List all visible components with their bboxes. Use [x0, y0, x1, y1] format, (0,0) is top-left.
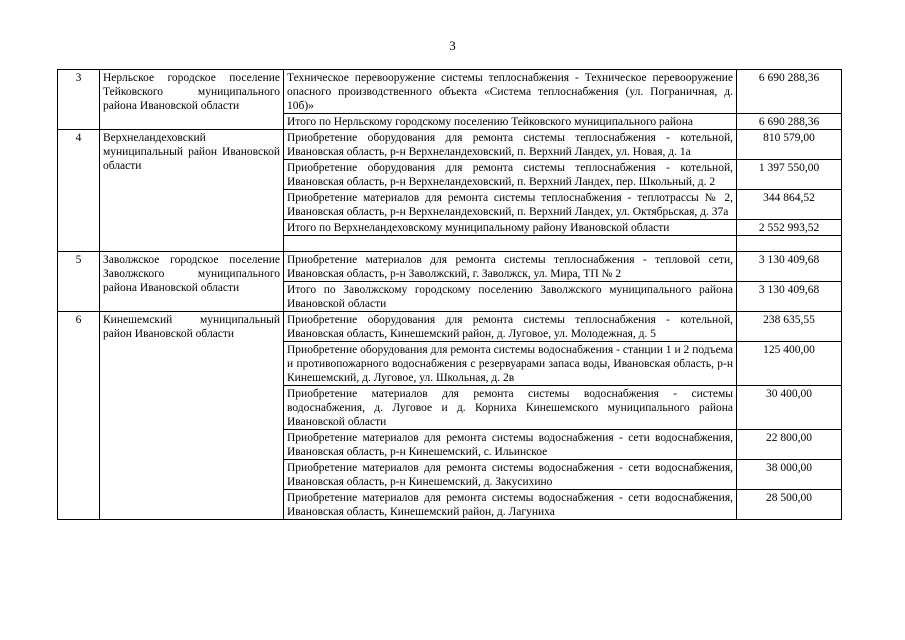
item-amount: 238 635,55 [737, 312, 842, 342]
municipality-name: Заволжское городское поселение Заволжского муниципального района Ивановской области [100, 252, 284, 312]
item-description: Приобретение материалов для ремонта системы водоснабжения - сети водоснабжения, Ивановская область, р-н Кинешемский, с. Ильинское [284, 430, 737, 460]
table-row [58, 252, 842, 282]
item-description: Приобретение материалов для ремонта системы водоснабжения - сети водоснабжения, Ивановская область, р-н Кинешемский, д. Закусихино [284, 460, 737, 490]
table-row [58, 70, 842, 114]
table-row [58, 130, 842, 160]
row-number: 5 [58, 252, 100, 312]
item-description: Приобретение материалов для ремонта системы водоснабжения - системы водоснабжения, д. Луговое и д. Корниха Кинешемского муниципального района Ивановской области [284, 386, 737, 430]
item-description: Приобретение материалов для ремонта системы теплоснабжения - теплотрассы № 2, Ивановская область, р-н Верхнеландеховский, п. Верхний Ландех, ул. Октябрьская, д. 37а [284, 190, 737, 220]
subtotal-amount: 3 130 409,68 [737, 282, 842, 312]
municipality-name: Кинешемский муниципальный район Ивановской области [100, 312, 284, 520]
item-amount: 125 400,00 [737, 342, 842, 386]
item-description: Приобретение оборудования для ремонта системы теплоснабжения - котельной, Ивановская область, р-н Верхнеландеховский, п. Верхний Ландех, пер. Школьный, д. 2 [284, 160, 737, 190]
subtotal-amount: 6 690 288,36 [737, 114, 842, 130]
row-number: 6 [58, 312, 100, 520]
item-amount: 6 690 288,36 [737, 70, 842, 114]
item-amount: 1 397 550,00 [737, 160, 842, 190]
subtotal-description: Итого по Заволжскому городскому поселению Заволжского муниципального района Ивановской области [284, 282, 737, 312]
page-number: 3 [449, 38, 456, 53]
row-number: 3 [58, 70, 100, 130]
subtotal-description: Итого по Верхнеландеховскому муниципальному району Ивановской области [284, 220, 737, 236]
item-amount: 30 400,00 [737, 386, 842, 430]
funding-table [57, 69, 842, 520]
item-description: Приобретение оборудования для ремонта системы теплоснабжения - котельной, Ивановская область, Кинешемский район, д. Луговое, ул. Молодежная, д. 5 [284, 312, 737, 342]
row-number: 4 [58, 130, 100, 252]
item-amount: 38 000,00 [737, 460, 842, 490]
item-description: Приобретение материалов для ремонта системы водоснабжения - сети водоснабжения, Ивановская область, Кинешемский район, д. Лагуниха [284, 490, 737, 520]
empty-cell [284, 236, 737, 252]
item-amount: 3 130 409,68 [737, 252, 842, 282]
item-description: Приобретение оборудования для ремонта системы теплоснабжения - котельной, Ивановская область, р-н Верхнеландеховский, п. Верхний Ландех, ул. Новая, д. 1а [284, 130, 737, 160]
municipality-name: Нерльское городское поселение Тейковского муниципального района Ивановской области [100, 70, 284, 130]
item-description: Приобретение оборудования для ремонта системы водоснабжения - станции 1 и 2 подъема и противопожарного водоснабжения с резервуарами запаса воды, Ивановская область, р-н Кинешемский, д. Луговое, ул. Школьная, д. 2в [284, 342, 737, 386]
subtotal-amount: 2 552 993,52 [737, 220, 842, 236]
empty-cell [737, 236, 842, 252]
subtotal-description: Итого по Нерльскому городскому поселению Тейковского муниципального района [284, 114, 737, 130]
item-description: Техническое перевооружение системы теплоснабжения - Техническое перевооружение опасного производственного объекта «Система теплоснабжения (ул. Пограничная, д. 10б)» [284, 70, 737, 114]
item-amount: 810 579,00 [737, 130, 842, 160]
item-description: Приобретение материалов для ремонта системы теплоснабжения - тепловой сети, Ивановская область, р-н Заволжский, г. Заволжск, ул. Мира, ТП № 2 [284, 252, 737, 282]
item-amount: 22 800,00 [737, 430, 842, 460]
table-row [58, 312, 842, 342]
municipality-name: Верхнеландеховский муниципальный район Ивановской области [100, 130, 284, 252]
item-amount: 28 500,00 [737, 490, 842, 520]
item-amount: 344 864,52 [737, 190, 842, 220]
